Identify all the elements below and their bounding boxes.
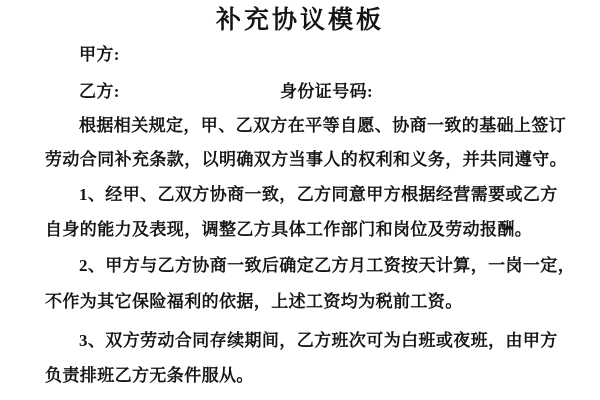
clause-2-line-2: 不作为其它保险福利的依据，上述工资均为税前工资。 bbox=[45, 292, 463, 311]
clause-1-line-1: 1、经甲、乙双方协商一致，乙方同意甲方根据经营需要或乙方 bbox=[79, 185, 558, 204]
clause-3-line-1: 3、双方劳动合同存续期间，乙方班次可为白班或夜班，由甲方 bbox=[79, 331, 558, 350]
clause-1-line-2: 自身的能力及表现，调整乙方具体工作部门和岗位及劳动报酬。 bbox=[45, 220, 533, 239]
party-b-label: 乙方: bbox=[79, 82, 120, 101]
intro-line-2: 劳动合同补充条款，以明确双方当事人的权利和义务，并共同遵守。 bbox=[45, 150, 567, 169]
party-a-label: 甲方: bbox=[79, 45, 120, 64]
intro-line-1: 根据相关规定，甲、乙双方在平等自愿、协商一致的基础上签订 bbox=[79, 116, 567, 135]
document-title: 补充协议模板 bbox=[215, 7, 384, 34]
id-number-label: 身份证号码: bbox=[280, 82, 374, 101]
clause-2-line-1: 2、甲方与乙方协商一致后确定乙方月工资按天计算，一岗一定， bbox=[79, 256, 576, 275]
clause-3-line-2: 负责排班乙方无条件服从。 bbox=[45, 366, 254, 385]
